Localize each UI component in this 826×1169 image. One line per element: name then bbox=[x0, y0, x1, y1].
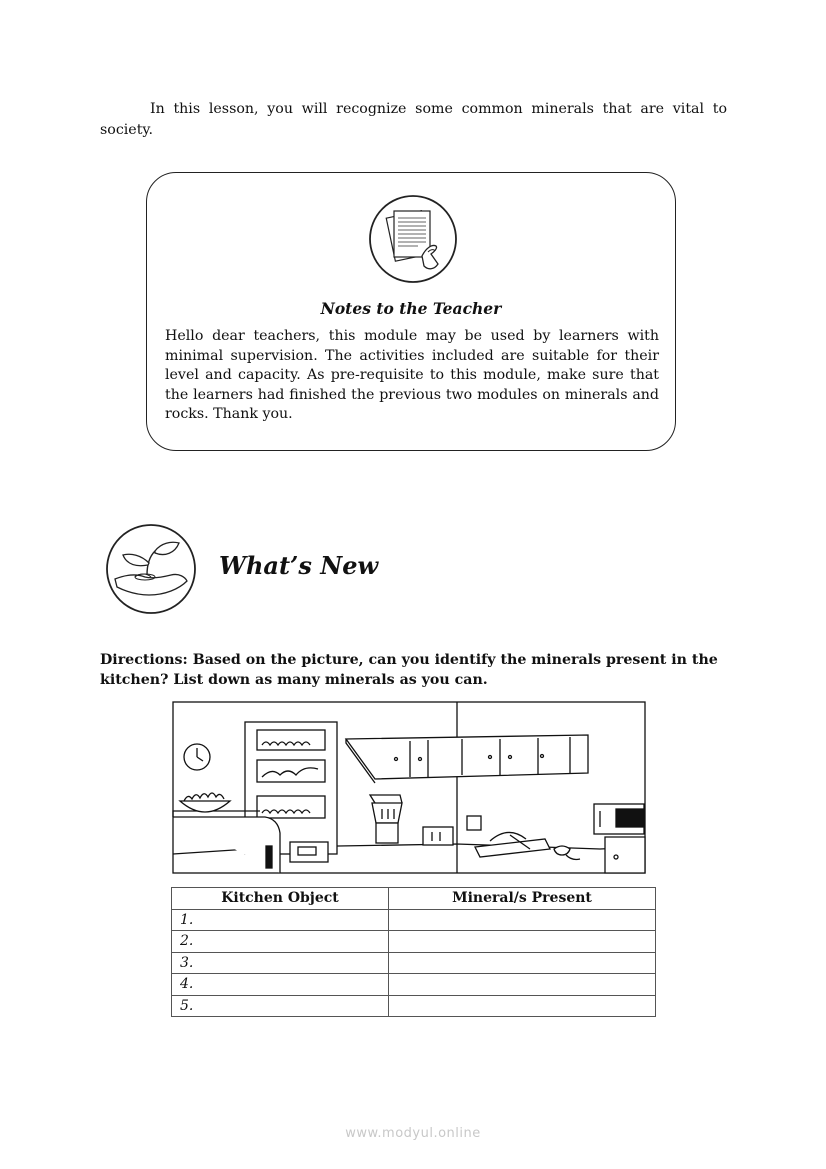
whats-new-heading: What’s New bbox=[219, 551, 379, 580]
table-header-row bbox=[172, 888, 656, 910]
mineral-cell[interactable] bbox=[389, 995, 656, 1017]
intro-text: In this lesson, you will recognize some common minerals that are vital to society. bbox=[100, 101, 727, 138]
header-minerals-present: Mineral/s Present bbox=[389, 888, 656, 910]
table-row bbox=[172, 995, 656, 1017]
table-row bbox=[172, 952, 656, 974]
row-number: 1. bbox=[172, 909, 389, 931]
notes-title: Notes to the Teacher bbox=[320, 299, 502, 318]
document-hand-icon bbox=[368, 194, 458, 284]
table-row bbox=[172, 931, 656, 953]
row-number: 3. bbox=[172, 952, 389, 974]
mineral-cell[interactable] bbox=[389, 909, 656, 931]
row-number: 5. bbox=[172, 995, 389, 1017]
mineral-cell[interactable] bbox=[389, 931, 656, 953]
row-number: 4. bbox=[172, 974, 389, 996]
table-row bbox=[172, 909, 656, 931]
mineral-cell[interactable] bbox=[389, 974, 656, 996]
notes-to-teacher-box bbox=[146, 172, 676, 451]
table-row bbox=[172, 974, 656, 996]
notes-body: Hello dear teachers, this module may be used by learners with minimal supervision. The activities included are suitable for their level and capacity. As pre-requisite to this module, make sure that the learners had finished the previous two modules on minerals and rocks. Thank you. bbox=[165, 328, 659, 422]
mineral-cell[interactable] bbox=[389, 952, 656, 974]
intro-paragraph bbox=[100, 99, 727, 141]
seedling-hand-icon bbox=[105, 523, 197, 615]
kitchen-illustration bbox=[170, 699, 648, 875]
row-number: 2. bbox=[172, 931, 389, 953]
watermark-footer: www.modyul.online bbox=[345, 1126, 481, 1141]
header-kitchen-object: Kitchen Object bbox=[172, 888, 389, 910]
kitchen-minerals-table bbox=[171, 887, 656, 1017]
directions-text: Directions: Based on the picture, can you identify the minerals present in the kitchen? List down as many minerals as you can. bbox=[100, 652, 718, 688]
